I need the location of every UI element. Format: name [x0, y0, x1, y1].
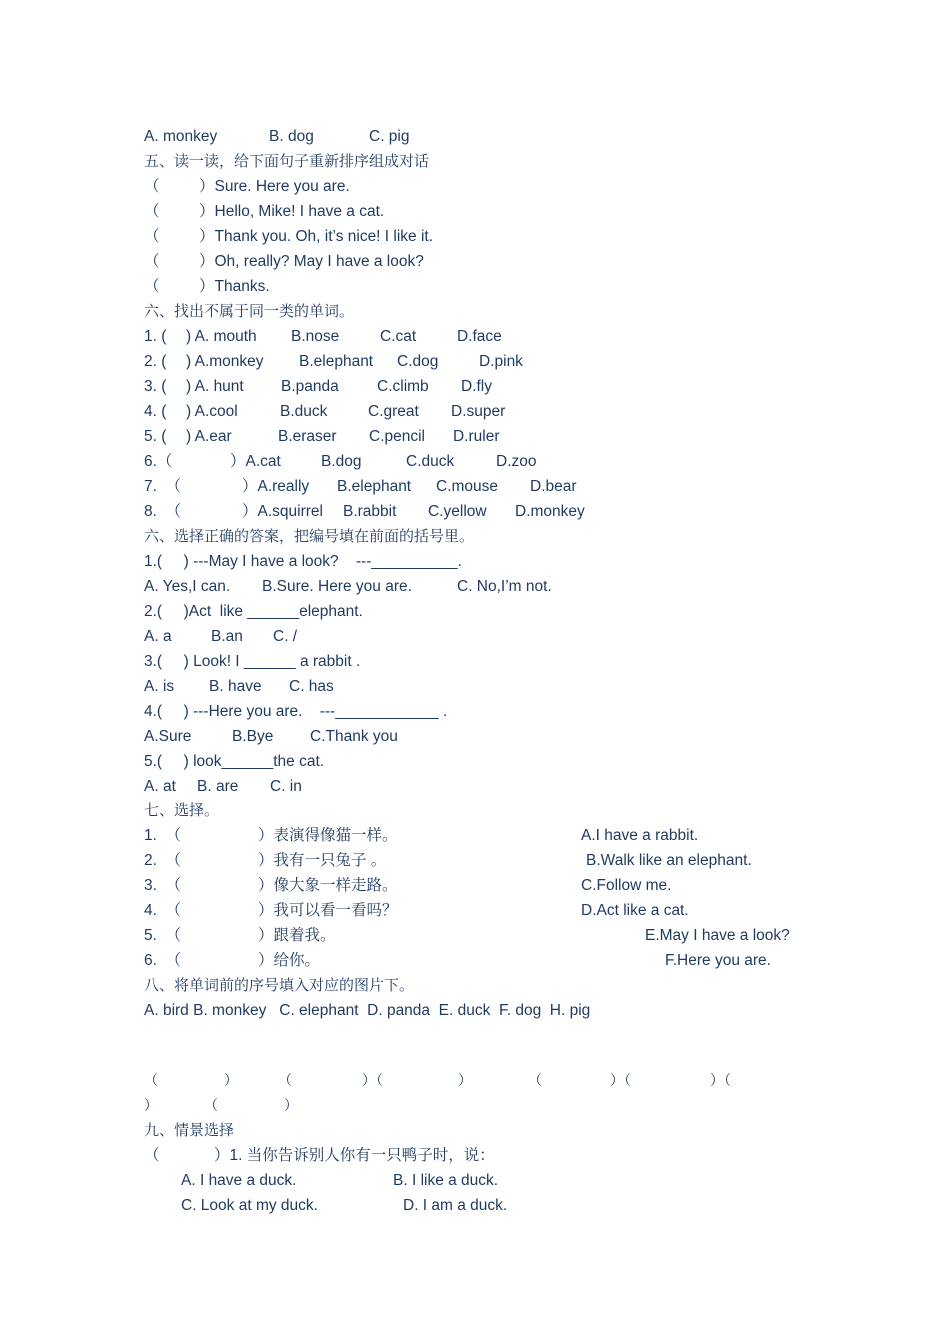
line-text: C. No,I’m not. [457, 578, 552, 595]
line-text: ） [144, 1097, 158, 1113]
line-text: 4. （ [144, 902, 182, 919]
line-text: D.monkey [515, 503, 585, 520]
line-text: ）跟着我。 [258, 927, 336, 944]
line-text: 4.( ) ---Here you are. ---____________ . [144, 703, 448, 720]
line-text: 六、选择正确的答案，把编号填在前面的括号里。 [144, 527, 475, 545]
line-text: （ [144, 1147, 160, 1164]
line-text: 六、找出不属于同一类的单词。 [144, 302, 355, 320]
line-text: ) A.cool [186, 403, 238, 420]
line-text: F.Here you are. [665, 952, 771, 969]
line-text: A. at [144, 778, 176, 795]
line-text: C.mouse [436, 478, 499, 495]
line-text: A. is [144, 678, 175, 695]
line-text: B.eraser [278, 428, 337, 445]
line-text: 2. （ [144, 852, 182, 869]
line-text: C. / [273, 628, 298, 645]
line-text: 3. ( [144, 378, 167, 395]
line-text: 2. ( [144, 353, 167, 370]
line-text: D.zoo [496, 453, 537, 470]
line-text: ) A.ear [186, 428, 232, 445]
line-text: B.elephant [299, 353, 374, 370]
line-text: D.super [451, 403, 506, 420]
line-text: D. I am a duck. [403, 1197, 508, 1214]
line-text: ）Thank you. Oh, it’s nice! I like it. [199, 228, 434, 245]
line-text: ）A.squirrel [242, 503, 323, 520]
line-text: D.face [457, 328, 502, 345]
line-text: B.Walk like an elephant. [586, 852, 752, 869]
line-text: ）给你。 [258, 952, 321, 969]
line-text: （ [144, 253, 160, 270]
line-text: 7. （ [144, 478, 182, 495]
line-text: 6. （ [144, 952, 182, 969]
line-text: C.dog [397, 353, 439, 370]
line-text: （ [144, 1072, 158, 1088]
line-text: C. in [270, 778, 302, 795]
line-text: 1. （ [144, 827, 182, 844]
line-text: A. a [144, 628, 172, 645]
line-text: B. are [197, 778, 239, 795]
line-text: C.pencil [369, 428, 425, 445]
line-text: D.bear [530, 478, 577, 495]
line-text: ）1. 当你告诉别人你有一只鸭子时，说： [214, 1147, 495, 1164]
line-text: B.elephant [337, 478, 412, 495]
line-text: ）（ [610, 1072, 631, 1088]
line-text: C.duck [406, 453, 455, 470]
line-text: ） [458, 1072, 472, 1088]
line-text: B. have [209, 678, 262, 695]
line-text: （ [204, 1097, 218, 1113]
line-text: （ [278, 1072, 292, 1088]
line-text: 5.( ) look______the cat. [144, 753, 325, 770]
line-text: C. pig [369, 128, 410, 145]
line-text: 3. （ [144, 877, 182, 894]
line-text: A. I have a duck. [181, 1172, 297, 1189]
line-text: ）我有一只兔子 。 [258, 852, 387, 869]
line-text: 5. ( [144, 428, 167, 445]
line-text: ）像大象一样走路。 [258, 877, 398, 894]
line-text: C. has [289, 678, 334, 695]
line-text: C.cat [380, 328, 417, 345]
line-text: ）（ [362, 1072, 383, 1088]
line-text: C.yellow [428, 503, 487, 520]
line-text: B.Sure. Here you are. [262, 578, 412, 595]
line-text: A. Yes,I can. [144, 578, 231, 595]
line-text: （ [144, 228, 160, 245]
line-text: D.pink [479, 353, 523, 370]
line-text: （ [144, 278, 160, 295]
line-text: ）Hello, Mike! I have a cat. [199, 203, 385, 220]
line-text: D.fly [461, 378, 492, 395]
line-text: ）Sure. Here you are. [199, 178, 350, 195]
line-text: D.Act like a cat. [581, 902, 689, 919]
line-text: 1. ( [144, 328, 167, 345]
line-text: C. Look at my duck. [181, 1197, 318, 1214]
line-text: C.Follow me. [581, 877, 672, 894]
line-text: ）（ [710, 1072, 731, 1088]
line-text: ）Oh, really? May I have a look? [199, 253, 424, 270]
line-text: B.panda [281, 378, 339, 395]
line-text: 3.( ) Look! I ______ a rabbit . [144, 653, 361, 670]
line-text: ) A.monkey [186, 353, 264, 370]
line-text: 5. （ [144, 927, 182, 944]
line-text: ) A. hunt [186, 378, 244, 395]
line-text: B.Bye [232, 728, 274, 745]
line-text: ）我可以看一看吗？ [258, 902, 398, 919]
line-text: A.I have a rabbit. [581, 827, 699, 844]
line-text: 4. ( [144, 403, 167, 420]
line-text: ）表演得像猫一样。 [258, 827, 398, 844]
line-text: A.Sure [144, 728, 192, 745]
line-text: B.nose [291, 328, 340, 345]
line-text: C.climb [377, 378, 429, 395]
line-text: C.great [368, 403, 419, 420]
line-text: B.dog [321, 453, 362, 470]
line-text: ） [284, 1097, 298, 1113]
line-text: B. dog [269, 128, 314, 145]
line-text: A. monkey [144, 128, 218, 145]
line-text: （ [144, 203, 160, 220]
line-text: 八、将单词前的序号填入对应的图片下。 [144, 976, 415, 994]
line-text: D.ruler [453, 428, 500, 445]
line-text: ）Thanks. [199, 278, 270, 295]
line-text: C.Thank you [310, 728, 398, 745]
line-text: ）A.really [242, 478, 310, 495]
line-text: （ [528, 1072, 542, 1088]
line-text: 五、读一读，给下面句子重新排序组成对话 [144, 152, 430, 170]
line-text: 6.（ [144, 453, 173, 470]
line-text: （ [144, 178, 160, 195]
line-text: ）A.cat [230, 453, 281, 470]
line-text: B. I like a duck. [393, 1172, 499, 1189]
line-text: ) A. mouth [186, 328, 257, 345]
line-text: 2.( )Act like ______elephant. [144, 603, 363, 620]
line-text: A. bird B. monkey C. elephant D. panda E. duck F. dog H. pig [144, 1002, 591, 1019]
line-text: E.May I have a look? [645, 927, 790, 944]
line-text: ） [224, 1072, 238, 1088]
line-text: 九、情景选择 [144, 1121, 235, 1139]
line-text: 8. （ [144, 503, 182, 520]
line-text: B.an [211, 628, 243, 645]
line-text: B.rabbit [343, 503, 397, 520]
line-text: 1.( ) ---May I have a look? ---__________. [144, 553, 462, 570]
line-text: B.duck [280, 403, 328, 420]
line-text: 七、选择。 [144, 801, 220, 819]
